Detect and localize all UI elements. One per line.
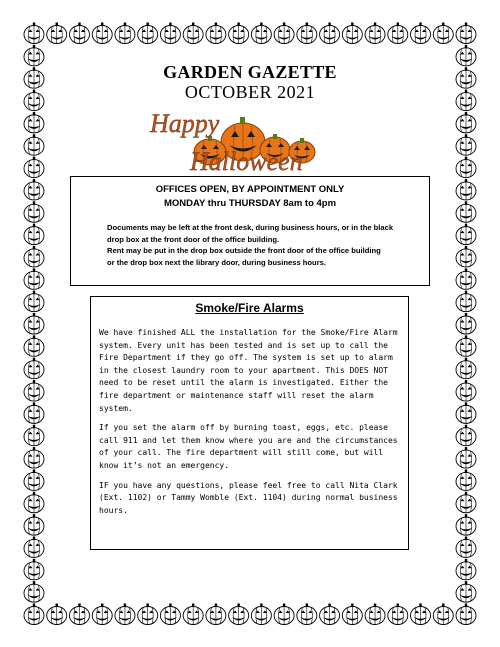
jack-o-lantern-icon [456,291,476,312]
jack-o-lantern-icon [297,604,317,625]
jack-o-lantern-icon [24,604,44,625]
jack-o-lantern-icon [138,604,158,625]
office-hours-heading-line: OFFICES OPEN, BY APPOINTMENT ONLY [155,184,345,195]
jack-o-lantern-icon [456,358,476,379]
happy-halloween-banner [140,100,360,175]
office-hours-line: drop box at the front door of the office building. [107,234,280,244]
jack-o-lantern-icon [274,604,294,625]
jack-o-lantern-icon [24,536,44,557]
jack-o-lantern-icon [456,425,476,446]
jack-o-lantern-icon [24,469,44,490]
jack-o-lantern-icon [388,23,408,44]
jack-o-lantern-icon [115,23,135,44]
office-hours-body [107,222,419,268]
jack-o-lantern-icon [92,23,112,44]
jack-o-lantern-icon [24,559,44,580]
jack-o-lantern-icon [183,23,203,44]
jack-o-lantern-icon [456,402,476,423]
jack-o-lantern-icon [251,604,271,625]
jack-o-lantern-icon [24,224,44,245]
office-hours-heading [71,183,429,211]
jack-o-lantern-icon [456,224,476,245]
banner-word-happy: Happy [150,109,220,138]
jack-o-lantern-icon [456,201,476,222]
jack-o-lantern-icon [24,335,44,356]
jack-o-lantern-icon [456,514,476,535]
jack-o-lantern-icon [229,604,249,625]
jack-o-lantern-icon [342,23,362,44]
jack-o-lantern-icon [24,358,44,379]
jack-o-lantern-icon [24,179,44,200]
jack-o-lantern-icon [456,581,476,602]
jack-o-lantern-icon [47,23,67,44]
jack-o-lantern-icon [456,179,476,200]
jack-o-lantern-icon [388,604,408,625]
jack-o-lantern-icon [24,23,44,44]
jack-o-lantern-icon [160,604,180,625]
jack-o-lantern-icon [342,604,362,625]
jack-o-lantern-icon [92,604,112,625]
jack-o-lantern-icon [456,112,476,133]
newsletter-title: GARDEN GAZETTE [163,62,337,82]
jack-o-lantern-icon [229,23,249,44]
jack-o-lantern-icon [456,23,476,44]
jack-o-lantern-icon [24,402,44,423]
jack-o-lantern-icon [47,604,67,625]
jack-o-lantern-icon [138,23,158,44]
jack-o-lantern-icon [456,536,476,557]
office-hours-box [70,176,430,286]
jack-o-lantern-icon [456,157,476,178]
office-hours-line: Rent may be put in the drop box outside the front door of the office building [107,246,381,255]
jack-o-lantern-icon [206,23,226,44]
jack-o-lantern-icon [456,134,476,155]
jack-o-lantern-icon [24,514,44,535]
jack-o-lantern-icon [115,604,135,625]
jack-o-lantern-icon [456,447,476,468]
jack-o-lantern-icon [456,268,476,289]
jack-o-lantern-icon [24,425,44,446]
jack-o-lantern-icon [160,23,180,44]
jack-o-lantern-icon [24,246,44,267]
office-hours-line: or the drop box next the library door, during business hours. [107,257,326,267]
jack-o-lantern-icon [456,380,476,401]
jack-o-lantern-icon [24,313,44,334]
jack-o-lantern-icon [456,335,476,356]
smoke-alarm-paragraph: IF you have any questions, please feel free to call Nita Clark (Ext. 1102) or Tammy Womble (Ext. 1104) during normal business hours. [99,480,398,515]
jack-o-lantern-icon [206,604,226,625]
jack-o-lantern-icon [69,604,89,625]
smoke-alarm-heading: Smoke/Fire Alarms [195,301,304,315]
jack-o-lantern-icon [456,559,476,580]
jack-o-lantern-icon [433,604,453,625]
jack-o-lantern-icon [24,157,44,178]
jack-o-lantern-icon [411,23,431,44]
jack-o-lantern-icon [456,469,476,490]
smoke-alarm-paragraph: We have finished ALL the installation for the Smoke/Fire Alarm system. Every unit has been tested and is set up to call the Fire Department if they go off. The system is set up to alarm in the closest laundry room to your apartment. This DOES NOT need to be reset until the alarm is investigated. Either the fire department or maintenance staff will reset the alarm system. [99,328,398,413]
jack-o-lantern-icon [24,492,44,513]
jack-o-lantern-icon [456,492,476,513]
jack-o-lantern-icon [251,23,271,44]
jack-o-lantern-icon [365,604,385,625]
jack-o-lantern-icon [320,23,340,44]
jack-o-lantern-icon [365,23,385,44]
jack-o-lantern-icon [24,380,44,401]
jack-o-lantern-icon [456,604,476,625]
jack-o-lantern-icon [183,604,203,625]
banner-word-halloween: Halloween [190,147,303,175]
jack-o-lantern-icon [411,604,431,625]
jack-o-lantern-icon [24,291,44,312]
office-hours-line: Documents may be left at the front desk, during business hours, or in the black [107,223,394,232]
jack-o-lantern-icon [456,313,476,334]
jack-o-lantern-icon [456,246,476,267]
jack-o-lantern-icon [69,23,89,44]
jack-o-lantern-icon [24,112,44,133]
smoke-alarm-box [90,296,409,550]
jack-o-lantern-icon [433,23,453,44]
jack-o-lantern-icon [24,447,44,468]
jack-o-lantern-icon [274,23,294,44]
smoke-alarm-body [99,327,402,524]
jack-o-lantern-icon [24,581,44,602]
smoke-alarm-paragraph: If you set the alarm off by burning toast, eggs, etc. please call 911 and let them know where you are and the circumstances of your call. The fire department will still come, but will know it’s not an emergency. [99,423,398,470]
newsletter-date: OCTOBER 2021 [184,82,316,102]
jack-o-lantern-icon [24,134,44,155]
office-hours-heading-line: MONDAY thru THURSDAY 8am to 4pm [163,198,337,209]
jack-o-lantern-icon [24,268,44,289]
jack-o-lantern-icon [320,604,340,625]
jack-o-lantern-icon [24,201,44,222]
jack-o-lantern-icon [297,23,317,44]
